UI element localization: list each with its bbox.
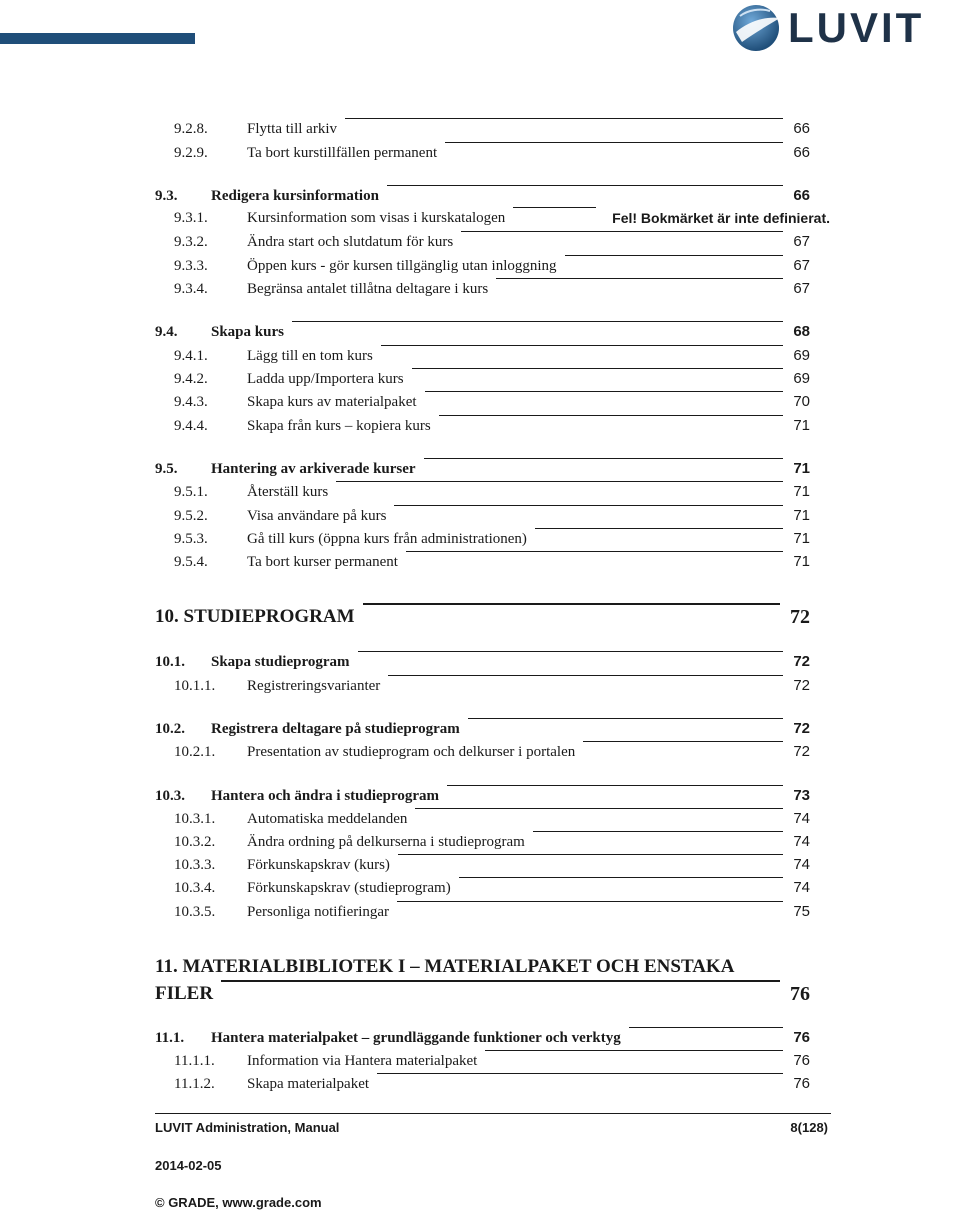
toc-entry[interactable] bbox=[0, 877, 960, 899]
toc-entry-number: 9.5. bbox=[155, 461, 178, 477]
toc-entry-number: 11.1.2. bbox=[174, 1076, 215, 1092]
toc-entry[interactable] bbox=[0, 368, 960, 390]
toc-entry-number: 9.4. bbox=[155, 324, 178, 340]
toc-entry-page: 72 bbox=[793, 743, 810, 760]
toc-leader-line bbox=[381, 345, 783, 346]
toc-entry-page: 76 bbox=[793, 1052, 810, 1069]
footer-copyright: © GRADE, www.grade.com bbox=[155, 1195, 322, 1210]
toc-entry-page: 71 bbox=[793, 553, 810, 570]
toc-entry[interactable] bbox=[0, 551, 960, 573]
toc-entry-title: Redigera kursinformation bbox=[211, 188, 379, 204]
toc-leader-line bbox=[447, 785, 783, 786]
toc-entry-number: 11.1. bbox=[155, 1030, 185, 1046]
toc-entry[interactable] bbox=[0, 255, 960, 277]
toc-entry-page: 74 bbox=[793, 810, 810, 827]
toc-entry-page: 76 bbox=[790, 983, 810, 1005]
toc-leader-line bbox=[424, 458, 783, 459]
toc-entry-page: 72 bbox=[790, 606, 810, 628]
toc-entry-number: 9.4.3. bbox=[174, 394, 208, 410]
toc-entry[interactable] bbox=[0, 142, 960, 164]
toc-entry-page: 71 bbox=[793, 460, 810, 477]
toc-entry[interactable] bbox=[0, 321, 960, 343]
toc-entry-number: 9.4.4. bbox=[174, 418, 208, 434]
toc-entry[interactable] bbox=[0, 901, 960, 923]
toc-entry-page: 74 bbox=[793, 833, 810, 850]
toc-entry-title: 10. STUDIEPROGRAM bbox=[155, 606, 355, 627]
toc-leader-line bbox=[513, 207, 596, 208]
toc-leader-line bbox=[398, 854, 783, 855]
toc-leader-line bbox=[388, 675, 783, 676]
toc-entry[interactable] bbox=[0, 528, 960, 550]
toc-entry[interactable] bbox=[0, 1027, 960, 1049]
toc-entry-page: 72 bbox=[793, 677, 810, 694]
toc-entry[interactable] bbox=[0, 1050, 960, 1072]
toc-entry-title: Skapa från kurs – kopiera kurs bbox=[247, 418, 431, 434]
footer-doc-title: LUVIT Administration, Manual bbox=[155, 1120, 340, 1135]
toc-entry-page: 67 bbox=[793, 280, 810, 297]
toc-leader-line bbox=[533, 831, 783, 832]
toc-entry-title: Presentation av studieprogram och delkurser i portalen bbox=[247, 744, 576, 760]
toc-entry[interactable] bbox=[0, 481, 960, 503]
toc-leader-line bbox=[387, 185, 783, 186]
toc-leader-line bbox=[363, 603, 780, 605]
toc-entry[interactable] bbox=[0, 231, 960, 253]
toc-entry-number: 9.3.2. bbox=[174, 234, 208, 250]
toc-entry[interactable] bbox=[0, 207, 960, 229]
toc-entry-page: 67 bbox=[793, 257, 810, 274]
toc-leader-line bbox=[629, 1027, 783, 1028]
toc-entry-page: 67 bbox=[793, 233, 810, 250]
toc-entry-number: 10.1. bbox=[155, 654, 185, 670]
toc-entry-page: 68 bbox=[793, 323, 810, 340]
toc-entry-page: 70 bbox=[793, 393, 810, 410]
toc-leader-line bbox=[565, 255, 783, 256]
toc-entry[interactable] bbox=[0, 415, 960, 437]
toc-entry-title: Kursinformation som visas i kurskatalogen bbox=[247, 210, 506, 226]
toc-entry-number: 9.2.9. bbox=[174, 145, 208, 161]
toc-entry[interactable] bbox=[0, 118, 960, 140]
toc-entry-page: 75 bbox=[793, 903, 810, 920]
toc-entry[interactable] bbox=[0, 785, 960, 807]
toc-leader-line bbox=[336, 481, 783, 482]
toc-entry-page: 72 bbox=[793, 720, 810, 737]
toc-entry[interactable] bbox=[0, 505, 960, 527]
toc-entry[interactable] bbox=[0, 808, 960, 830]
toc-entry-title: Hantera materialpaket – grundläggande funktioner och verktyg bbox=[211, 1030, 621, 1046]
toc-entry-page: 69 bbox=[793, 370, 810, 387]
toc-entry-title: Skapa studieprogram bbox=[211, 654, 350, 670]
toc-entry-number: 10.3.1. bbox=[174, 811, 216, 827]
toc-entry[interactable] bbox=[0, 831, 960, 853]
toc-entry[interactable] bbox=[0, 854, 960, 876]
toc-entry-number: 9.4.1. bbox=[174, 348, 208, 364]
toc-entry-title: Förkunskapskrav (studieprogram) bbox=[247, 880, 451, 896]
toc-entry-title: Skapa kurs bbox=[211, 324, 284, 340]
toc-entry-error: Fel! Bokmärket är inte definierat. bbox=[612, 210, 830, 226]
toc-entry-title: Registrera deltagare på studieprogram bbox=[211, 721, 460, 737]
toc-leader-line bbox=[439, 415, 783, 416]
toc-entry-title: Registreringsvarianter bbox=[247, 678, 381, 694]
toc-leader-line bbox=[292, 321, 783, 322]
toc-entry[interactable] bbox=[0, 458, 960, 480]
toc-leader-line bbox=[406, 551, 783, 552]
toc-entry[interactable] bbox=[0, 391, 960, 413]
toc-entry-page: 71 bbox=[793, 417, 810, 434]
toc-leader-line bbox=[583, 741, 783, 742]
toc-entry-number: 10.3.2. bbox=[174, 834, 216, 850]
toc-entry[interactable] bbox=[0, 278, 960, 300]
toc-entry-number: 10.3.5. bbox=[174, 904, 216, 920]
toc-entry-number: 9.5.2. bbox=[174, 508, 208, 524]
toc-entry[interactable] bbox=[0, 980, 960, 1008]
toc-entry-number: 9.5.4. bbox=[174, 554, 208, 570]
toc-entry-title: Information via Hantera materialpaket bbox=[247, 1053, 478, 1069]
toc-entry-title: Automatiska meddelanden bbox=[247, 811, 408, 827]
toc-leader-line bbox=[461, 231, 783, 232]
footer-page-label: 8(128) bbox=[790, 1120, 828, 1135]
toc-entry-title: Ta bort kurstillfällen permanent bbox=[247, 145, 438, 161]
toc-entry-page: 74 bbox=[793, 879, 810, 896]
toc-entry-title: Personliga notifieringar bbox=[247, 904, 390, 920]
toc-entry-title: Återställ kurs bbox=[247, 484, 329, 500]
toc-leader-line bbox=[485, 1050, 783, 1051]
toc-entry-page: 73 bbox=[793, 787, 810, 804]
toc-leader-line bbox=[468, 718, 783, 719]
toc-entry-number: 11.1.1. bbox=[174, 1053, 215, 1069]
toc-entry-page: 71 bbox=[793, 530, 810, 547]
toc-entry-title: FILER bbox=[155, 983, 214, 1004]
toc-entry-number: 9.2.8. bbox=[174, 121, 208, 137]
toc-entry-page: 71 bbox=[793, 507, 810, 524]
toc-entry-page: 71 bbox=[793, 483, 810, 500]
toc-leader-line bbox=[425, 391, 783, 392]
toc-entry[interactable] bbox=[0, 603, 960, 631]
toc-entry-number: 10.1.1. bbox=[174, 678, 216, 694]
toc-entry-title: 11. MATERIALBIBLIOTEK I – MATERIALPAKET OCH ENSTAKA bbox=[155, 956, 735, 977]
toc-entry-number: 9.4.2. bbox=[174, 371, 208, 387]
toc-entry-page: 66 bbox=[793, 187, 810, 204]
toc-entry-title: Förkunskapskrav (kurs) bbox=[247, 857, 390, 873]
toc-entry-page: 76 bbox=[793, 1075, 810, 1092]
toc-entry[interactable] bbox=[0, 741, 960, 763]
toc-leader-line bbox=[397, 901, 783, 902]
toc-entry-title: Skapa materialpaket bbox=[247, 1076, 370, 1092]
toc-leader-line bbox=[415, 808, 783, 809]
toc-entry[interactable] bbox=[0, 345, 960, 367]
footer-date: 2014-02-05 bbox=[155, 1158, 222, 1173]
toc-leader-line bbox=[412, 368, 783, 369]
toc-entry-page: 69 bbox=[793, 347, 810, 364]
footer-divider bbox=[155, 1113, 831, 1114]
toc-entry-title: Visa användare på kurs bbox=[247, 508, 387, 524]
toc-leader-line bbox=[221, 980, 780, 982]
toc-leader-line bbox=[535, 528, 783, 529]
toc-entry-number: 9.5.3. bbox=[174, 531, 208, 547]
toc-entry-page: 66 bbox=[793, 144, 810, 161]
toc-leader-line bbox=[358, 651, 783, 652]
toc-leader-line bbox=[345, 118, 783, 119]
toc-entry-title: Ladda upp/Importera kurs bbox=[247, 371, 404, 387]
toc-leader-line bbox=[377, 1073, 783, 1074]
toc-leader-line bbox=[496, 278, 783, 279]
toc-entry-title: Ta bort kurser permanent bbox=[247, 554, 398, 570]
toc-entry-number: 9.3.4. bbox=[174, 281, 208, 297]
toc-entry[interactable] bbox=[0, 185, 960, 207]
toc-entry-page: 66 bbox=[793, 120, 810, 137]
toc-entry-number: 10.3. bbox=[155, 788, 185, 804]
toc-entry-title: Skapa kurs av materialpaket bbox=[247, 394, 417, 410]
toc-entry[interactable] bbox=[0, 1073, 960, 1095]
toc-entry-number: 9.5.1. bbox=[174, 484, 208, 500]
toc-leader-line bbox=[445, 142, 783, 143]
toc-entry-number: 10.2. bbox=[155, 721, 185, 737]
toc-entry-number: 9.3.3. bbox=[174, 258, 208, 274]
toc-entry-page: 74 bbox=[793, 856, 810, 873]
toc-entry-page: 76 bbox=[793, 1029, 810, 1046]
toc-entry-title: Begränsa antalet tillåtna deltagare i kurs bbox=[247, 281, 489, 297]
toc-entry-title: Ändra start och slutdatum för kurs bbox=[247, 234, 454, 250]
toc-entry[interactable] bbox=[0, 651, 960, 673]
toc-entry-title: Gå till kurs (öppna kurs från administrationen) bbox=[247, 531, 527, 547]
toc-entry-page: 72 bbox=[793, 653, 810, 670]
toc-entry-number: 10.3.4. bbox=[174, 880, 216, 896]
toc-leader-line bbox=[459, 877, 783, 878]
toc-entry-number: 10.2.1. bbox=[174, 744, 216, 760]
toc-entry-title: Hantera och ändra i studieprogram bbox=[211, 788, 440, 804]
toc-leader-line bbox=[394, 505, 783, 506]
toc-entry-title: Ändra ordning på delkurserna i studieprogram bbox=[247, 834, 525, 850]
toc-entry-title: Öppen kurs - gör kursen tillgänglig utan inloggning bbox=[247, 258, 557, 274]
toc-entry-number: 9.3.1. bbox=[174, 210, 208, 226]
toc-entry-title: Lägg till en tom kurs bbox=[247, 348, 373, 364]
toc-entry-number: 10.3.3. bbox=[174, 857, 216, 873]
toc-entry[interactable] bbox=[0, 675, 960, 697]
logo-text: LUVIT bbox=[788, 4, 925, 51]
toc-entry-number: 9.3. bbox=[155, 188, 178, 204]
toc-entry[interactable] bbox=[0, 953, 960, 981]
toc-entry[interactable] bbox=[0, 718, 960, 740]
toc-entry-title: Hantering av arkiverade kurser bbox=[211, 461, 416, 477]
toc-entry-title: Flytta till arkiv bbox=[247, 121, 337, 137]
